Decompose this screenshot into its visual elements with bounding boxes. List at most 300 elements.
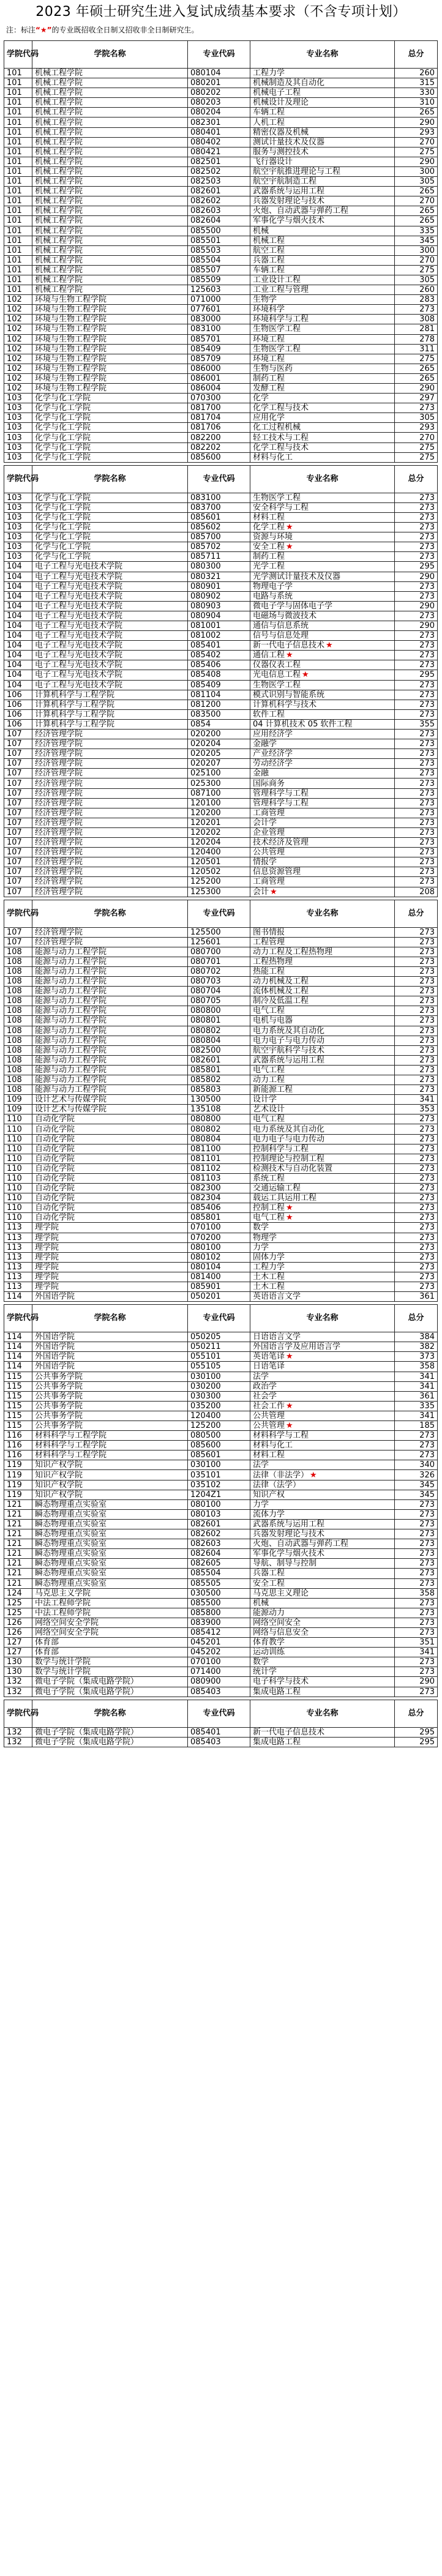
school-code-cell: 121 <box>4 1559 32 1569</box>
major-name-cell: 导航、制导与控制 <box>250 1559 395 1569</box>
table-row <box>4 1213 438 1223</box>
school-code-cell: 113 <box>4 1233 32 1242</box>
major-code-cell: 080804 <box>188 1134 250 1144</box>
total-cell: 273 <box>395 1687 438 1697</box>
school-code-cell: 107 <box>4 887 32 897</box>
major-code-cell: 125500 <box>188 927 250 937</box>
table-row <box>4 1006 438 1016</box>
school-name-cell: 材料科学与工程学院 <box>32 1431 188 1441</box>
header-school-name: 学院名称 <box>32 1700 188 1727</box>
table-row <box>4 1727 438 1737</box>
major-name-cell: 电力系统及其自动化 <box>250 1124 395 1134</box>
school-name-cell: 机械工程学院 <box>32 226 188 236</box>
total-cell: 351 <box>395 1638 438 1648</box>
total-cell: 273 <box>395 1124 438 1134</box>
major-code-cell: 080903 <box>188 601 250 611</box>
school-code-cell: 113 <box>4 1242 32 1252</box>
school-name-cell: 化学与化工学院 <box>32 394 188 403</box>
table-row <box>4 562 438 572</box>
header-major-code: 专业代码 <box>188 1305 250 1332</box>
major-name-cell: 热能工程 <box>250 966 395 976</box>
major-name-cell: 新能源工程 <box>250 1085 395 1095</box>
table-row <box>4 1045 438 1055</box>
table-row <box>4 1372 438 1381</box>
major-name-cell: 能源动力 <box>250 1608 395 1618</box>
major-name-cell: 数学 <box>250 1657 395 1667</box>
school-name-cell: 能源与动力工程学院 <box>32 1026 188 1036</box>
table-row <box>4 680 438 690</box>
major-code-cell: 120200 <box>188 808 250 818</box>
table-row <box>4 1608 438 1618</box>
total-cell: 273 <box>395 1539 438 1549</box>
school-code-cell: 132 <box>4 1687 32 1697</box>
total-cell: 273 <box>395 1282 438 1291</box>
total-cell: 273 <box>395 818 438 827</box>
major-code-cell: 085702 <box>188 542 250 552</box>
total-cell: 273 <box>395 641 438 651</box>
total-cell: 265 <box>395 206 438 216</box>
major-code-cell: 082503 <box>188 177 250 187</box>
major-code-cell: 085500 <box>188 1598 250 1608</box>
major-code-cell: 080701 <box>188 957 250 966</box>
school-code-cell: 101 <box>4 265 32 275</box>
table-row <box>4 1065 438 1075</box>
total-cell: 273 <box>395 1075 438 1085</box>
major-name-cell: 环境工程 <box>250 354 395 364</box>
total-cell: 273 <box>395 1045 438 1055</box>
school-name-cell: 电子工程与光电技术学院 <box>32 670 188 680</box>
major-name-cell: 流体机械及工程 <box>250 987 395 996</box>
total-cell: 273 <box>395 532 438 542</box>
school-code-cell: 121 <box>4 1578 32 1588</box>
table-row <box>4 1431 438 1441</box>
table-row <box>4 987 438 996</box>
header-total: 总分 <box>395 1305 438 1332</box>
total-cell: 273 <box>395 1657 438 1667</box>
table-row <box>4 1262 438 1272</box>
school-name-cell: 微电子学院（集成电路学院） <box>32 1727 188 1737</box>
total-cell: 273 <box>395 759 438 769</box>
school-name-cell: 环境与生物工程学院 <box>32 295 188 305</box>
major-name-cell: 光学测试计量技术及仪器 <box>250 572 395 581</box>
school-code-cell: 103 <box>4 442 32 452</box>
table-row <box>4 275 438 285</box>
major-name-cell: 信息资源管理 <box>250 867 395 877</box>
school-name-cell: 能源与动力工程学院 <box>32 1045 188 1055</box>
table-row <box>4 88 438 98</box>
total-cell: 300 <box>395 245 438 255</box>
major-code-cell: 081101 <box>188 1154 250 1163</box>
major-code-cell: 085406 <box>188 1203 250 1213</box>
major-name-cell: 电机与电器 <box>250 1016 395 1026</box>
school-name-cell: 理学院 <box>32 1252 188 1262</box>
total-cell: 326 <box>395 1470 438 1480</box>
total-cell: 273 <box>395 937 438 947</box>
major-code-cell: 080703 <box>188 977 250 987</box>
school-name-cell: 机械工程学院 <box>32 236 188 245</box>
header-school-code: 学院代码 <box>4 900 32 927</box>
table-row <box>4 433 438 442</box>
major-name-cell: 生物医学工程 <box>250 680 395 690</box>
total-cell: 273 <box>395 966 438 976</box>
table-row <box>4 1184 438 1193</box>
total-cell: 273 <box>395 690 438 700</box>
school-name-cell: 能源与动力工程学院 <box>32 1065 188 1075</box>
school-code-cell: 121 <box>4 1539 32 1549</box>
major-code-cell: 082601 <box>188 187 250 196</box>
total-cell: 308 <box>395 315 438 324</box>
major-code-cell: 082605 <box>188 1559 250 1569</box>
school-name-cell: 环境与生物工程学院 <box>32 384 188 394</box>
dual-mode-star: ★ <box>270 887 277 897</box>
major-name-cell: 工业工程与管理 <box>250 285 395 295</box>
school-name-cell: 体育部 <box>32 1638 188 1648</box>
total-cell: 355 <box>395 719 438 729</box>
major-code-cell: 081103 <box>188 1173 250 1183</box>
total-cell: 273 <box>395 996 438 1006</box>
major-code-cell: 080704 <box>188 987 250 996</box>
major-name-cell: 管理科学与工程 <box>250 798 395 808</box>
table-row <box>4 709 438 719</box>
major-code-cell: 082601 <box>188 1519 250 1529</box>
table-row <box>4 739 438 749</box>
score-table <box>4 1304 438 1697</box>
table-row <box>4 1490 438 1499</box>
table-row <box>4 452 438 462</box>
total-cell: 273 <box>395 1509 438 1519</box>
total-cell: 273 <box>395 977 438 987</box>
major-code-cell: 085601 <box>188 1450 250 1460</box>
major-code-cell: 071000 <box>188 295 250 305</box>
major-name-cell: 电力电子与电力传动 <box>250 1036 395 1045</box>
major-name-cell: 产业经济学 <box>250 749 395 759</box>
total-cell: 273 <box>395 1055 438 1065</box>
school-code-cell: 101 <box>4 285 32 295</box>
school-name-cell: 公共事务学院 <box>32 1411 188 1421</box>
school-name-cell: 理学院 <box>32 1233 188 1242</box>
header-school-name: 学院名称 <box>32 41 188 69</box>
school-name-cell: 化学与化工学院 <box>32 442 188 452</box>
major-name-cell: 精密仪器及机械 <box>250 127 395 137</box>
school-name-cell: 能源与动力工程学院 <box>32 996 188 1006</box>
dual-mode-star: ★ <box>326 641 333 651</box>
major-name-cell: 通信与信息系统 <box>250 621 395 630</box>
table-row <box>4 572 438 581</box>
school-name-cell: 外国语学院 <box>32 1332 188 1342</box>
total-cell: 311 <box>395 344 438 354</box>
major-name-cell: 管理科学与工程 <box>250 788 395 798</box>
note-star: “★” <box>36 26 52 34</box>
table-row <box>4 1163 438 1173</box>
school-name-cell: 设计艺术与传媒学院 <box>32 1095 188 1105</box>
major-name-cell: 轻工技术与工程 <box>250 433 395 442</box>
total-cell: 345 <box>395 1490 438 1499</box>
school-code-cell: 107 <box>4 769 32 778</box>
total-cell: 273 <box>395 1233 438 1242</box>
major-name-cell: 法学 <box>250 1372 395 1381</box>
major-code-cell: 080500 <box>188 1431 250 1441</box>
school-code-cell: 101 <box>4 275 32 285</box>
major-code-cell: 081400 <box>188 1272 250 1282</box>
school-code-cell: 107 <box>4 838 32 848</box>
total-cell: 290 <box>395 1677 438 1687</box>
school-code-cell: 109 <box>4 1095 32 1105</box>
school-code-cell: 103 <box>4 552 32 562</box>
table-row <box>4 966 438 976</box>
school-code-cell: 114 <box>4 1332 32 1342</box>
major-name-cell: 土木工程 <box>250 1272 395 1282</box>
major-name-cell: 电气工程 <box>250 1114 395 1124</box>
school-name-cell: 公共事务学院 <box>32 1381 188 1391</box>
school-name-cell: 能源与动力工程学院 <box>32 966 188 976</box>
table-row <box>4 1026 438 1036</box>
school-name-cell: 经济管理学院 <box>32 739 188 749</box>
header-total: 总分 <box>395 1700 438 1727</box>
school-code-cell: 110 <box>4 1124 32 1134</box>
major-code-cell: 050205 <box>188 1332 250 1342</box>
total-cell: 273 <box>395 1203 438 1213</box>
page <box>0 4 442 2576</box>
total-cell: 273 <box>395 1569 438 1578</box>
major-name-cell: 统计学 <box>250 1667 395 1677</box>
school-code-cell: 115 <box>4 1401 32 1411</box>
school-code-cell: 115 <box>4 1391 32 1401</box>
total-cell: 260 <box>395 285 438 295</box>
major-name-cell: 控制工程 ★ <box>250 1203 395 1213</box>
total-cell: 273 <box>395 778 438 788</box>
score-table <box>4 900 438 1302</box>
header-school-code: 学院代码 <box>4 1700 32 1727</box>
school-name-cell: 外国语学院 <box>32 1352 188 1362</box>
school-code-cell: 132 <box>4 1727 32 1737</box>
school-name-cell: 公共事务学院 <box>32 1421 188 1431</box>
table-row <box>4 660 438 670</box>
total-cell: 273 <box>395 631 438 641</box>
school-code-cell: 113 <box>4 1252 32 1262</box>
school-name-cell: 环境与生物工程学院 <box>32 354 188 364</box>
total-cell: 273 <box>395 660 438 670</box>
table-row <box>4 838 438 848</box>
school-code-cell: 125 <box>4 1608 32 1618</box>
major-name-cell: 工商管理 <box>250 877 395 887</box>
total-cell: 265 <box>395 364 438 373</box>
header-major-name: 专业名称 <box>250 41 395 69</box>
major-code-cell: 080804 <box>188 1036 250 1045</box>
total-cell: 273 <box>395 1618 438 1627</box>
major-code-cell: 085507 <box>188 265 250 275</box>
major-name-cell: 应用化学 <box>250 413 395 423</box>
school-name-cell: 电子工程与光电技术学院 <box>32 660 188 670</box>
school-name-cell: 自动化学院 <box>32 1144 188 1154</box>
school-code-cell: 104 <box>4 621 32 630</box>
total-cell: 270 <box>395 196 438 206</box>
table-row <box>4 344 438 354</box>
table-row <box>4 1499 438 1509</box>
major-code-cell: 080321 <box>188 572 250 581</box>
total-cell: 185 <box>395 1421 438 1431</box>
total-cell: 273 <box>395 1549 438 1559</box>
total-cell: 335 <box>395 1401 438 1411</box>
header-row <box>4 900 438 927</box>
table-row <box>4 591 438 601</box>
school-code-cell: 101 <box>4 69 32 78</box>
table-row <box>4 1362 438 1372</box>
major-name-cell: 工程管理 <box>250 937 395 947</box>
major-name-cell: 航空工程 <box>250 245 395 255</box>
school-name-cell: 自动化学院 <box>32 1213 188 1223</box>
major-code-cell: 020200 <box>188 730 250 739</box>
school-name-cell: 瞬态物理重点实验室 <box>32 1539 188 1549</box>
school-name-cell: 机械工程学院 <box>32 88 188 98</box>
header-row <box>4 41 438 69</box>
major-code-cell: 125200 <box>188 1421 250 1431</box>
school-code-cell: 103 <box>4 493 32 502</box>
table-row <box>4 1095 438 1105</box>
major-name-cell: 航空宇航科学与技术 <box>250 1045 395 1055</box>
total-cell: 353 <box>395 1105 438 1114</box>
school-name-cell: 自动化学院 <box>32 1163 188 1173</box>
major-name-cell: 知识产权 <box>250 1490 395 1499</box>
major-code-cell: 085402 <box>188 651 250 660</box>
major-code-cell: 080104 <box>188 1262 250 1272</box>
table-row <box>4 730 438 739</box>
table-row <box>4 523 438 532</box>
major-name-cell: 设计学 <box>250 1095 395 1105</box>
major-name-cell: 武器系统与运用工程 <box>250 187 395 196</box>
school-code-cell: 113 <box>4 1272 32 1282</box>
major-name-cell: 技术经济及管理 <box>250 838 395 848</box>
table-row <box>4 206 438 216</box>
total-cell: 358 <box>395 1588 438 1598</box>
school-code-cell: 121 <box>4 1569 32 1578</box>
table-row <box>4 1687 438 1697</box>
major-name-cell: 电气工程 ★ <box>250 1213 395 1223</box>
school-name-cell: 数学与统计学院 <box>32 1667 188 1677</box>
major-name-cell: 机械 <box>250 226 395 236</box>
school-name-cell: 瞬态物理重点实验室 <box>32 1569 188 1578</box>
major-code-cell: 085602 <box>188 523 250 532</box>
major-code-cell: 085711 <box>188 552 250 562</box>
table-row <box>4 1233 438 1242</box>
header-school-name: 学院名称 <box>32 465 188 493</box>
major-name-cell: 化学工程与技术 <box>250 403 395 413</box>
major-code-cell: 080402 <box>188 137 250 147</box>
major-name-cell: 微电子学与固体电子学 <box>250 601 395 611</box>
school-name-cell: 公共事务学院 <box>32 1401 188 1411</box>
major-name-cell: 化学工程与技术 <box>250 442 395 452</box>
school-code-cell: 101 <box>4 245 32 255</box>
major-name-cell: 会计学 <box>250 818 395 827</box>
school-name-cell: 经济管理学院 <box>32 808 188 818</box>
table-row <box>4 957 438 966</box>
note-prefix: 注：标注 <box>6 26 36 34</box>
school-name-cell: 能源与动力工程学院 <box>32 1036 188 1045</box>
major-code-cell: 083000 <box>188 315 250 324</box>
table-row <box>4 196 438 206</box>
total-cell: 290 <box>395 621 438 630</box>
total-cell: 361 <box>395 1292 438 1302</box>
school-code-cell: 108 <box>4 1016 32 1026</box>
header-major-name: 专业名称 <box>250 1305 395 1332</box>
major-name-cell: 车辆工程 <box>250 265 395 275</box>
major-code-cell: 085501 <box>188 236 250 245</box>
total-cell: 295 <box>395 1737 438 1747</box>
school-name-cell: 能源与动力工程学院 <box>32 977 188 987</box>
school-name-cell: 理学院 <box>32 1282 188 1291</box>
school-name-cell: 化学与化工学院 <box>32 523 188 532</box>
school-name-cell: 微电子学院（集成电路学院） <box>32 1677 188 1687</box>
major-name-cell: 环境工程 <box>250 334 395 344</box>
major-code-cell: 085700 <box>188 532 250 542</box>
total-cell: 273 <box>395 1114 438 1124</box>
total-cell: 273 <box>395 1213 438 1223</box>
major-code-cell: 085600 <box>188 1441 250 1450</box>
school-code-cell: 121 <box>4 1519 32 1529</box>
major-name-cell: 网络空间安全 <box>250 1618 395 1627</box>
school-code-cell: 104 <box>4 581 32 591</box>
school-name-cell: 机械工程学院 <box>32 98 188 108</box>
total-cell: 273 <box>395 769 438 778</box>
dual-mode-star: ★ <box>302 670 309 680</box>
major-name-cell: 通信工程 ★ <box>250 651 395 660</box>
school-name-cell: 环境与生物工程学院 <box>32 373 188 383</box>
major-name-cell: 化学工程 ★ <box>250 523 395 532</box>
school-code-cell: 102 <box>4 373 32 383</box>
school-code-cell: 104 <box>4 670 32 680</box>
school-name-cell: 机械工程学院 <box>32 245 188 255</box>
school-name-cell: 瞬态物理重点实验室 <box>32 1549 188 1559</box>
school-code-cell: 124 <box>4 1588 32 1598</box>
major-name-cell: 工程热物理 <box>250 957 395 966</box>
header-school-code: 学院代码 <box>4 41 32 69</box>
major-name-cell: 机械设计及理论 <box>250 98 395 108</box>
major-code-cell: 080100 <box>188 1499 250 1509</box>
major-name-cell: 应用经济学 <box>250 730 395 739</box>
total-cell: 273 <box>395 1163 438 1173</box>
major-name-cell: 动力工程及工程热物理 <box>250 947 395 957</box>
major-code-cell: 030500 <box>188 1588 250 1598</box>
total-cell: 273 <box>395 1144 438 1154</box>
major-name-cell: 材料与化工 <box>250 452 395 462</box>
school-code-cell: 107 <box>4 937 32 947</box>
school-code-cell: 104 <box>4 660 32 670</box>
school-name-cell: 自动化学院 <box>32 1154 188 1163</box>
major-code-cell: 085802 <box>188 1075 250 1085</box>
table-row <box>4 98 438 108</box>
school-code-cell: 108 <box>4 1055 32 1065</box>
school-code-cell: 104 <box>4 631 32 641</box>
major-code-cell: 085800 <box>188 1608 250 1618</box>
school-code-cell: 115 <box>4 1372 32 1381</box>
table-row <box>4 442 438 452</box>
school-name-cell: 计算机科学与工程学院 <box>32 690 188 700</box>
major-code-cell: 120202 <box>188 827 250 837</box>
major-name-cell: 政治学 <box>250 1381 395 1391</box>
table-row <box>4 226 438 236</box>
major-code-cell: 030100 <box>188 1460 250 1470</box>
school-name-cell: 机械工程学院 <box>32 285 188 295</box>
school-code-cell: 102 <box>4 384 32 394</box>
school-name-cell: 经济管理学院 <box>32 827 188 837</box>
total-cell: 275 <box>395 265 438 275</box>
school-name-cell: 经济管理学院 <box>32 730 188 739</box>
school-name-cell: 化学与化工学院 <box>32 552 188 562</box>
table-row <box>4 848 438 857</box>
header-major-code: 专业代码 <box>188 41 250 69</box>
note <box>6 24 438 35</box>
school-code-cell: 121 <box>4 1499 32 1509</box>
major-code-cell: 080102 <box>188 1252 250 1262</box>
